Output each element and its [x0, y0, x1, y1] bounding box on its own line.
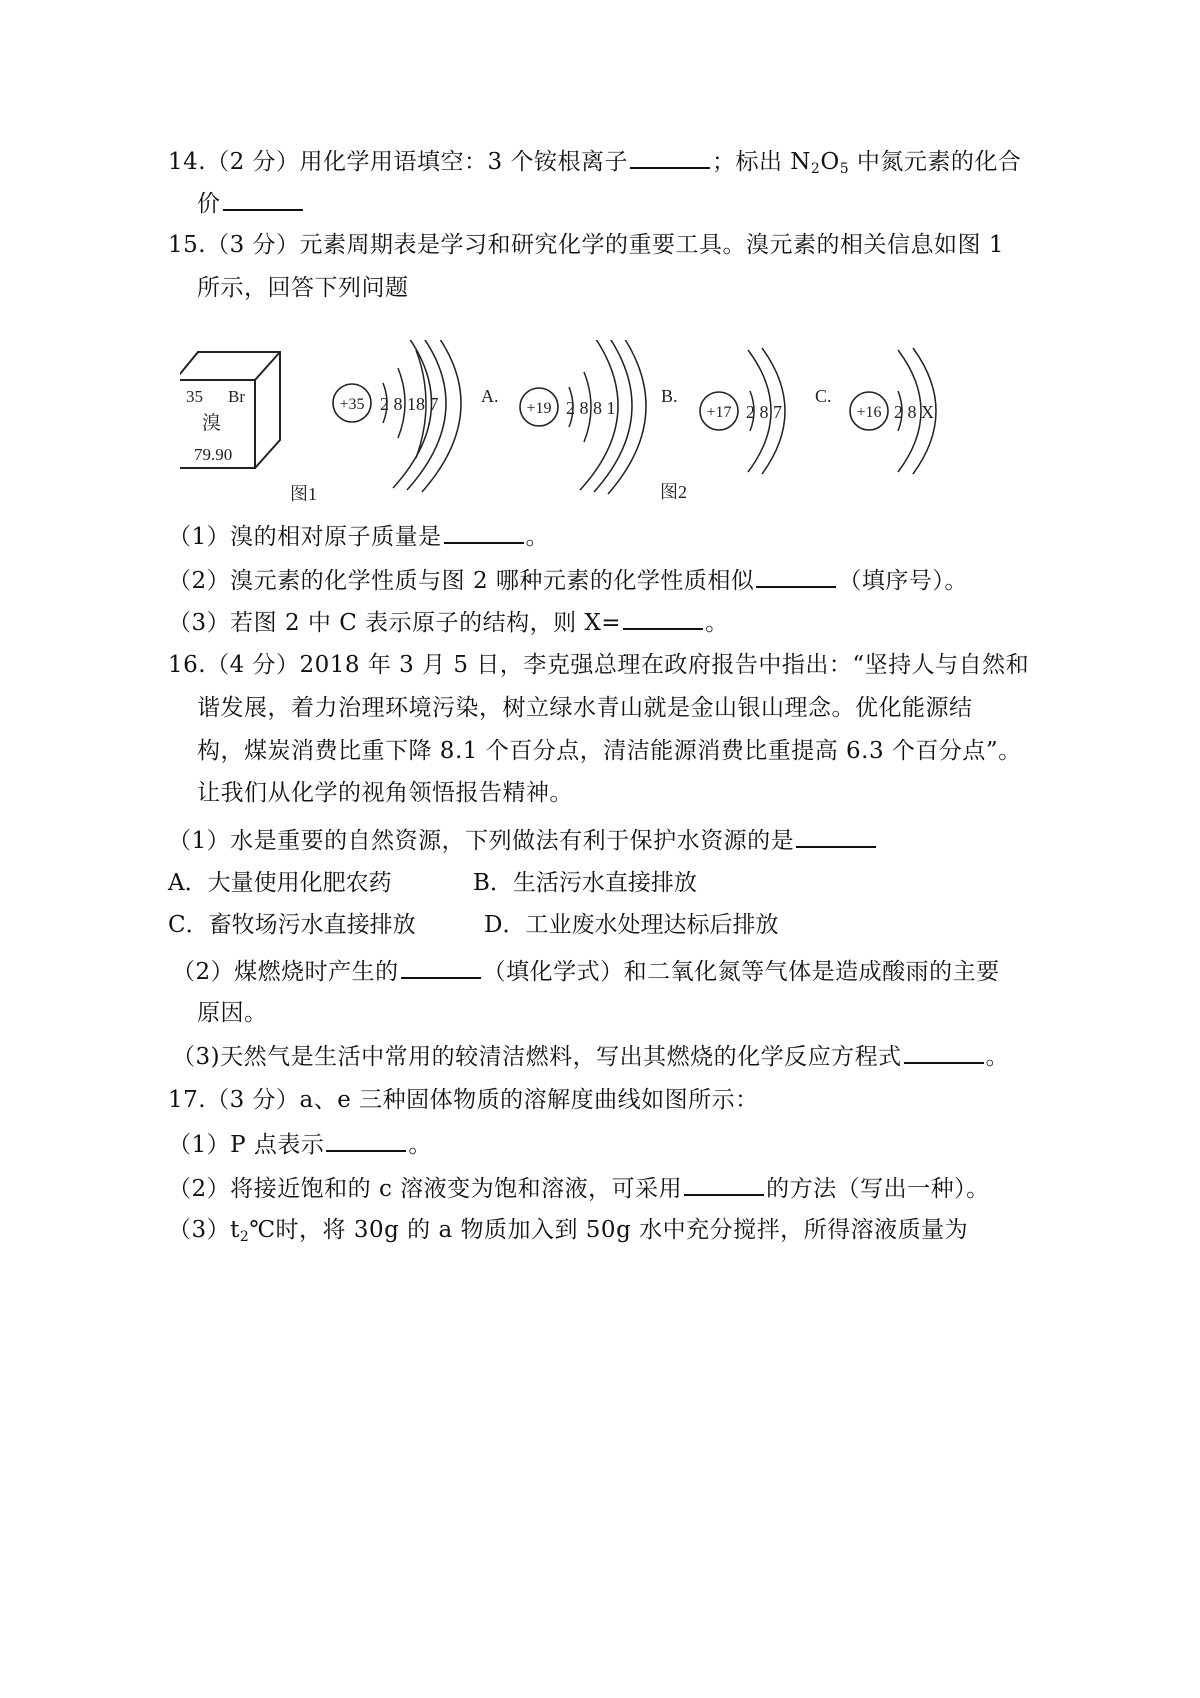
q14-text-b: ；标出 N: [711, 149, 811, 175]
option-c-label: C.: [815, 386, 832, 406]
nucleus-charge: +19: [526, 400, 552, 417]
q14-line1: [168, 145, 1021, 177]
cell-atomic-number: 35: [186, 387, 203, 406]
q16-sub1-text: （1）水是重要的自然资源，下列做法有利于保护水资源的是: [168, 828, 795, 854]
cell-symbol: Br: [228, 387, 245, 406]
q15-sub1-text: （1）溴的相对原子质量是: [168, 524, 442, 550]
atom-a-diagram: [520, 340, 646, 494]
q16-line4: 让我们从化学的视角领悟报告精神。: [197, 780, 573, 806]
answer-blank[interactable]: [756, 564, 836, 588]
q16-sub2-tail: （填化学式）和二氧化氮等气体是造成酸雨的主要: [482, 959, 1000, 985]
q15-sub3-text: （3）若图 2 中 C 表示原子的结构，则 X=: [168, 610, 622, 636]
cell-atomic-mass: 79.90: [194, 445, 233, 464]
answer-blank[interactable]: [326, 1128, 406, 1152]
q17-sub2-text: （2）将接近饱和的 c 溶液变为饱和溶液，可采用: [168, 1176, 683, 1202]
q16-sub2: [172, 955, 1000, 987]
electron-shells: 2 8 18 7: [380, 394, 439, 414]
electron-shells: 2 8 X: [894, 402, 934, 422]
atom-b-diagram: [700, 348, 785, 474]
answer-blank[interactable]: [904, 1040, 984, 1064]
cell-element-name: 溴: [202, 413, 222, 434]
punctuation: 。: [408, 1132, 432, 1158]
choice-option-a[interactable]: A．大量使用化肥农药: [168, 870, 392, 896]
q17-sub3: [168, 1215, 968, 1245]
option-a-label: A.: [481, 386, 499, 406]
q17-sub2: [168, 1172, 990, 1204]
figure-2-label: 图2: [660, 482, 687, 502]
subscript: 5: [839, 161, 850, 177]
answer-blank[interactable]: [684, 1172, 764, 1196]
q16-sub2-text: （2）煤燃烧时产生的: [172, 959, 399, 985]
bromine-atom-diagram: [333, 340, 461, 492]
q16-sub2-cont: 原因。: [197, 1000, 268, 1026]
electron-shells: 2 8 7: [746, 402, 782, 422]
q15-line2: 所示，回答下列问题: [197, 275, 409, 301]
nucleus-charge: +35: [339, 396, 365, 413]
q14-line2: [197, 187, 305, 219]
subscript: 2: [239, 1229, 250, 1245]
choice-option-d[interactable]: D．工业废水处理达标后排放: [484, 912, 779, 938]
q14-text-d: 中氮元素的化合: [849, 149, 1022, 175]
q14-text-c: O: [820, 149, 840, 175]
q17-sub2-tail: 的方法（写出一种）。: [766, 1176, 990, 1202]
answer-blank[interactable]: [623, 606, 703, 630]
punctuation: 。: [705, 610, 729, 636]
q14-text-a: 14.（2 分）用化学用语填空：3 个铵根离子: [168, 149, 628, 175]
q15-sub2-text: （2）溴元素的化学性质与图 2 哪种元素的化学性质相似: [168, 568, 755, 594]
q17-sub1-text: （1）P 点表示: [168, 1132, 325, 1158]
q16-sub3-text: （3)天然气是生活中常用的较清洁燃料，写出其燃烧的化学反应方程式: [172, 1044, 902, 1070]
q15-sub2-tail: （填序号）。: [838, 568, 968, 594]
answer-blank[interactable]: [401, 955, 481, 979]
punctuation: 。: [525, 524, 550, 550]
q16-line2: 谐发展，着力治理环境污染，树立绿水青山就是金山银山理念。优化能源结: [197, 695, 973, 721]
q17-sub1: [168, 1128, 432, 1160]
answer-blank[interactable]: [796, 824, 876, 848]
choice-option-b[interactable]: B．生活污水直接排放: [473, 870, 697, 896]
atom-structure-figure: [180, 340, 1060, 550]
figure-1-label: 图1: [290, 484, 317, 504]
q14-text-e: 价: [197, 191, 221, 217]
q15-sub2: [168, 564, 968, 596]
q16-line3: 构，煤炭消费比重下降 8.1 个百分点，清洁能源消费比重提高 6.3 个百分点”。: [197, 738, 1022, 764]
nucleus-charge: +16: [856, 404, 882, 421]
answer-blank[interactable]: [444, 520, 524, 544]
q17-line1: 17.（3 分）a、e 三种固体物质的溶解度曲线如图所示：: [168, 1087, 759, 1113]
option-b-label: B.: [661, 386, 678, 406]
q15-line1: 15.（3 分）元素周期表是学习和研究化学的重要工具。溴元素的相关信息如图 1: [168, 232, 1004, 258]
q16-line1: 16.（4 分）2018 年 3 月 5 日，李克强总理在政府报告中指出：“坚持人与自然和: [168, 652, 1030, 678]
subscript: 2: [810, 161, 821, 177]
q16-sub1: [168, 824, 878, 856]
choice-option-c[interactable]: C．畜牧场污水直接排放: [168, 912, 416, 938]
q17-sub3-text: （3）t: [168, 1217, 240, 1243]
q15-sub1: [168, 520, 549, 552]
figure-svg: [180, 340, 1060, 550]
nucleus-charge: +17: [706, 404, 732, 421]
electron-shells: 2 8 8 1: [566, 398, 616, 418]
q15-sub3: [168, 606, 729, 638]
q17-sub3-tail: ℃时，将 30g 的 a 物质加入到 50g 水中充分搅拌，所得溶液质量为: [249, 1217, 969, 1243]
answer-blank[interactable]: [223, 187, 303, 211]
answer-blank[interactable]: [630, 145, 710, 169]
q16-sub3: [172, 1040, 1009, 1072]
atom-c-diagram: [850, 348, 936, 474]
punctuation: 。: [985, 1044, 1010, 1070]
